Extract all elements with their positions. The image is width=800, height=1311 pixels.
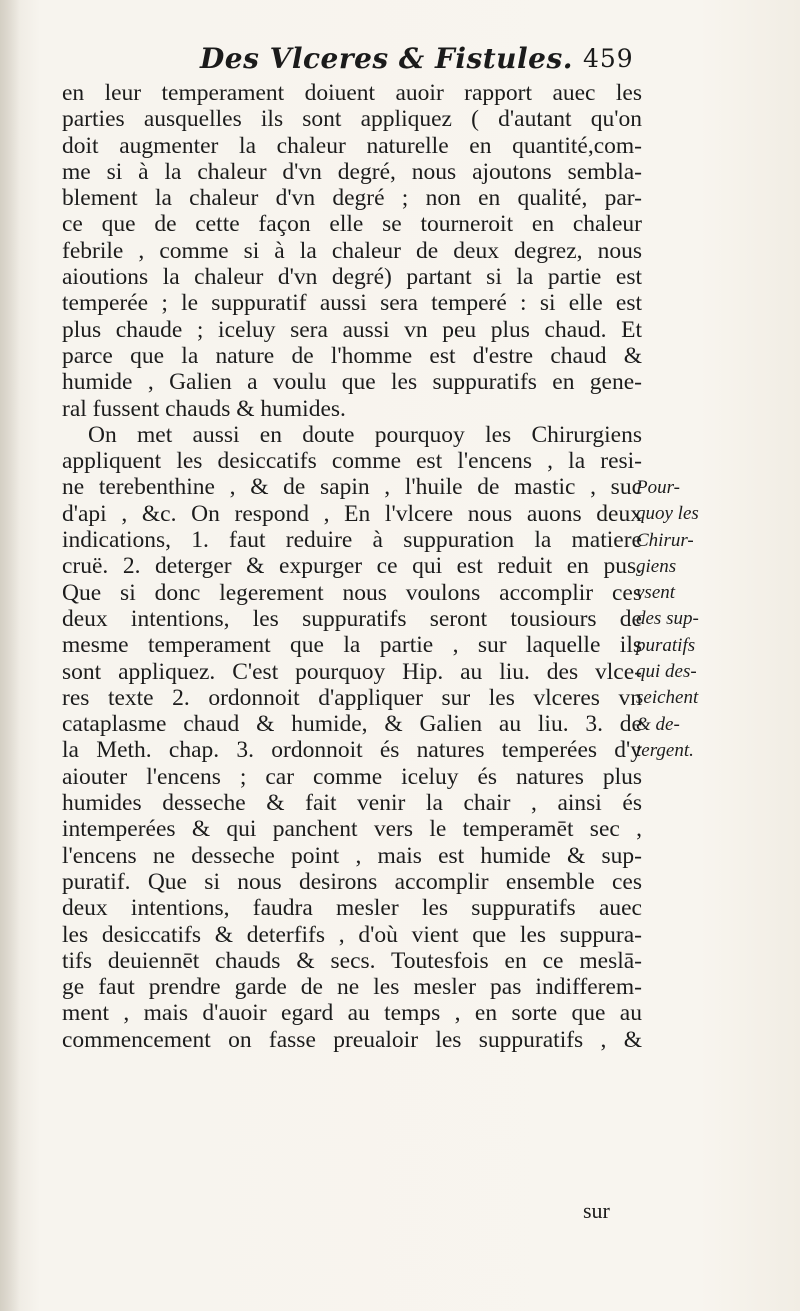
marginal-note-line: qui des-	[636, 661, 697, 683]
marginal-note-line: giens	[636, 555, 677, 577]
text-line: humide , Galien a voulu que les suppuratifs en gene-	[62, 369, 642, 396]
text-line: appliquent les desiccatifs comme est l'encens , la resi-	[62, 448, 642, 475]
running-head	[0, 40, 800, 80]
text-line: ne terebenthine , & de sapin , l'huile de mastic , suc	[62, 474, 642, 501]
text-line: cataplasme chaud & humide, & Galien au liu. 3. de	[62, 711, 642, 738]
marginal-note-line: quoy les	[636, 503, 699, 525]
marginal-note-line: vsent	[636, 582, 676, 604]
text-line: parties ausquelles ils sont appliquez ( d'autant qu'on	[62, 106, 642, 133]
text-line: intemperées & qui panchent vers le temperamēt sec ,	[62, 816, 642, 843]
text-line: cruë. 2. deterger & expurger ce qui est reduit en pus.	[62, 553, 642, 580]
text-line: ge faut prendre garde de ne les mesler pas indifferem-	[62, 974, 642, 1001]
text-line: deux intentions, faudra mesler les suppuratifs auec	[62, 895, 642, 922]
text-line: tifs deuiennēt chauds & secs. Toutesfois en ce meslā-	[62, 947, 642, 974]
marginal-note-line: seichent	[636, 687, 699, 709]
text-line: d'api , &c. On respond , En l'vlcere nous auons deux	[62, 500, 642, 527]
text-line: les desiccatifs & deterfifs , d'où vient que les suppura-	[62, 921, 642, 948]
text-line: ment , mais d'auoir egard au temps , en sorte que au	[62, 1000, 642, 1027]
catchword: sur	[583, 1198, 610, 1223]
text-line: deux intentions, les suppuratifs seront tousiours de	[62, 605, 642, 632]
text-line: me si à la chaleur d'vn degré, nous ajoutons sembla-	[62, 158, 642, 185]
marginal-note-line: Pour-	[636, 477, 680, 498]
text-line: febrile , comme si à la chaleur de deux degrez, nous	[62, 237, 642, 264]
marginal-note-line: Chirur-	[636, 529, 694, 551]
text-line: Que si donc legerement nous voulons accomplir ces	[62, 579, 642, 606]
text-line: doit augmenter la chaleur naturelle en quantité,com-	[62, 132, 642, 159]
text-line: ce que de cette façon elle se tourneroit en chaleur	[62, 211, 642, 238]
paragraph-end-line: ral fussent chauds & humides.	[62, 395, 346, 422]
text-line: en leur temperament doiuent auoir rapport auec les	[62, 80, 642, 106]
text-line: mesme temperament que la partie , sur laquelle ils	[62, 632, 642, 659]
text-line: aioutions la chaleur d'vn degré) partant si la partie est	[62, 264, 642, 291]
text-line: aiouter l'encens ; car comme iceluy és natures plus	[62, 763, 642, 790]
running-title: Des Vlceres & Fistules.	[200, 42, 573, 75]
marginal-note-line: puratifs	[636, 634, 696, 656]
body-text	[62, 80, 642, 1053]
text-line: res texte 2. ordonnoit d'appliquer sur les vlceres vn	[62, 684, 642, 711]
text-line: plus chaude ; iceluy sera aussi vn peu plus chaud. Et	[62, 316, 642, 343]
text-line: blement la chaleur d'vn degré ; non en qualité, par-	[62, 185, 642, 212]
text-line: parce que la nature de l'homme est d'estre chaud &	[62, 342, 642, 369]
marginal-note	[636, 475, 786, 764]
paragraph-start-line: On met aussi en doute pourquoy les Chirurgiens	[88, 421, 642, 448]
marginal-note-line: & de-	[636, 713, 680, 735]
marginal-note-line: tergent.	[636, 739, 694, 761]
text-line: temperée ; le suppuratif aussi sera temperé : si elle est	[62, 290, 642, 317]
text-line: la Meth. chap. 3. ordonnoit és natures temperées d'y	[62, 737, 642, 764]
text-line: l'encens ne desseche point , mais est humide & sup-	[62, 842, 642, 869]
text-line: sont appliquez. C'est pourquoy Hip. au liu. des vlce-	[62, 658, 642, 685]
text-line: indications, 1. faut reduire à suppuration la matiere	[62, 527, 642, 554]
text-line: puratif. Que si nous desirons accomplir ensemble ces	[62, 868, 642, 895]
marginal-note-line: des sup-	[636, 608, 699, 630]
page-number: 459	[583, 44, 634, 73]
text-line: humides desseche & fait venir la chair , ainsi és	[62, 790, 642, 817]
text-line: commencement on fasse preualoir les suppuratifs , &	[62, 1026, 642, 1053]
